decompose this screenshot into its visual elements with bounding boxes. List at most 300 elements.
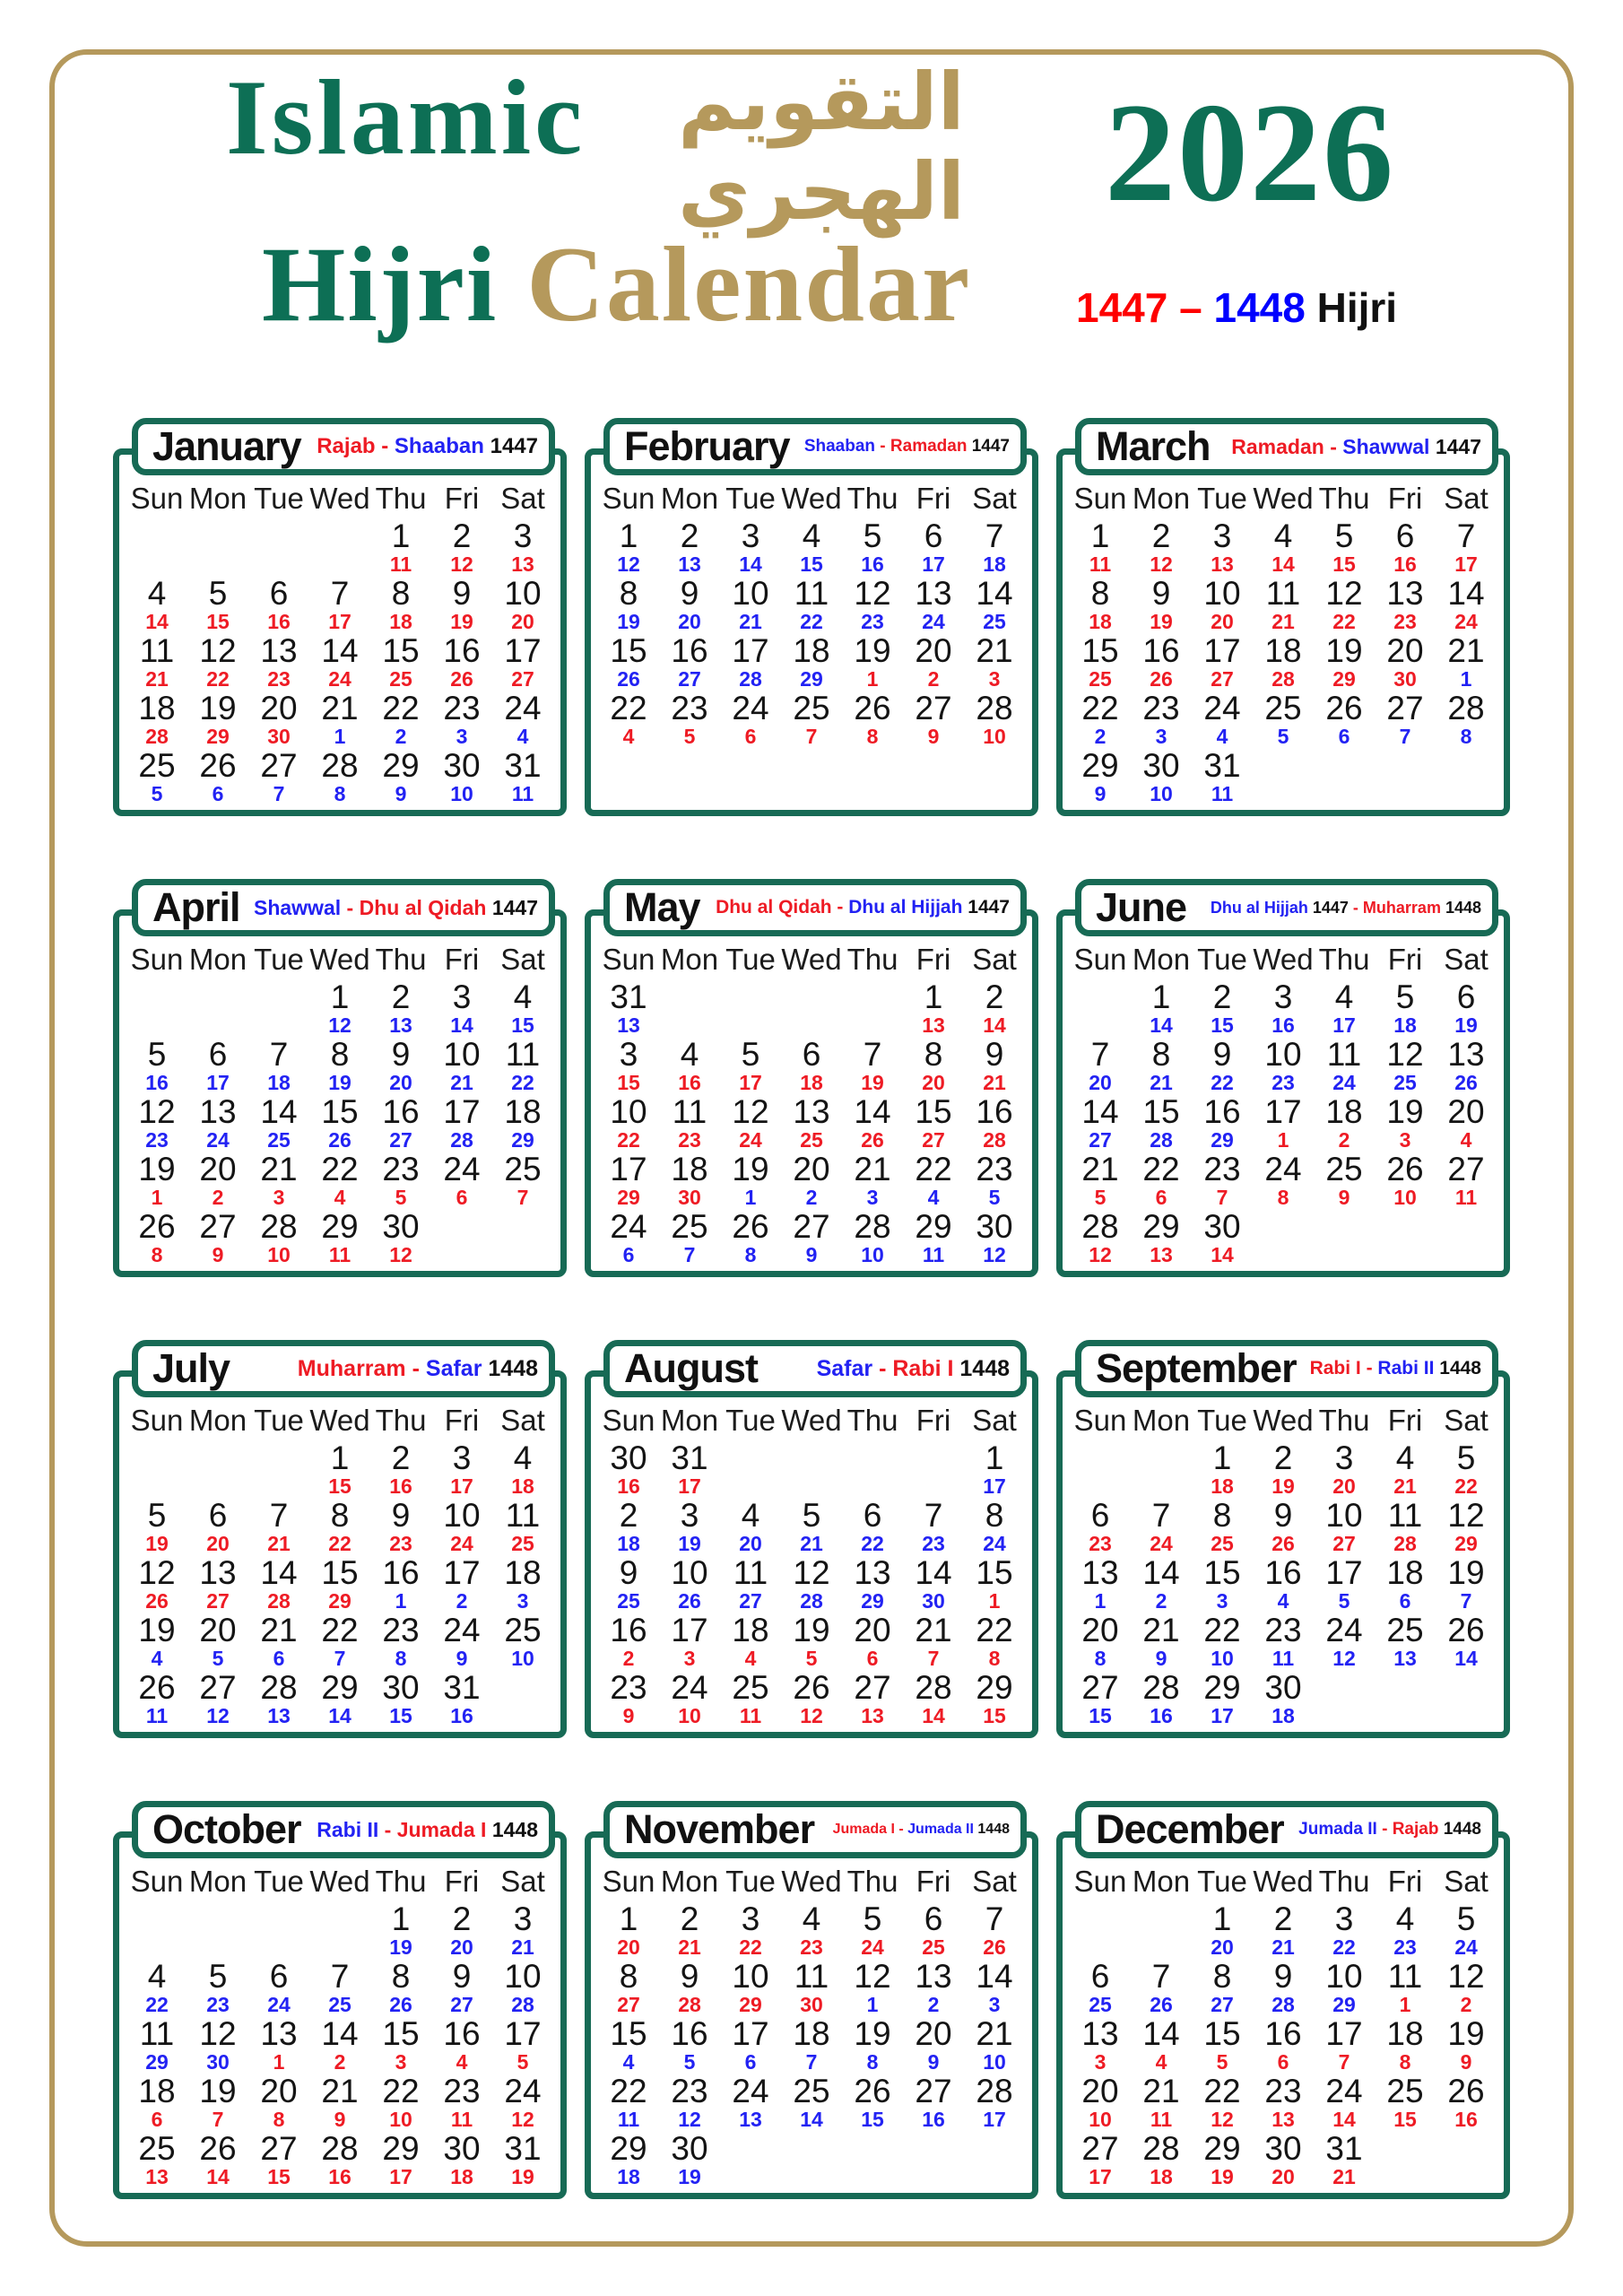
hijri-label-part: Rabi I [1309,1358,1361,1378]
gregorian-date: 31 [671,1439,708,1476]
hijri-date: 10 [511,1647,534,1670]
hijri-date: 28 [1150,1128,1173,1152]
weekday-header: Wed [1253,1865,1314,1898]
gregorian-date: 24 [610,1208,647,1245]
gregorian-date: 13 [260,632,298,669]
gregorian-date: 10 [504,1958,542,1995]
day-cell [1253,2132,1314,2189]
hijri-date: 6 [866,1647,879,1670]
day-cell [903,1499,964,1556]
hijri-date: 23 [800,1935,823,1959]
gregorian-date: 3 [680,1497,699,1534]
day-cell [781,2017,842,2074]
hijri-label-part: Rabi I [892,1355,954,1381]
day-cell [1253,2074,1314,2132]
gregorian-date: 22 [321,1151,359,1187]
day-cell [1314,1960,1375,2017]
day-cell [1131,2132,1192,2189]
hijri-date: 25 [328,1993,352,2016]
gregorian-date: 4 [1273,517,1293,554]
day-cell [720,2074,781,2132]
day-cell [1192,1499,1253,1556]
gregorian-date: 14 [1081,1093,1119,1130]
gregorian-date: 10 [1203,575,1241,612]
hijri-date: 16 [1393,552,1417,576]
hijri-date: 14 [739,552,762,576]
hijri-date: 14 [145,610,169,633]
gregorian-date: 16 [1264,1554,1302,1591]
hijri-date: 9 [927,725,940,748]
day-cell [903,691,964,749]
gregorian-date: 15 [915,1093,952,1130]
hijri-date: 10 [267,1243,291,1266]
hijri-date: 6 [151,2108,163,2131]
gregorian-date: 21 [1081,1151,1119,1187]
hijri-date: 18 [800,1071,823,1094]
hijri-date: 4 [456,2050,468,2074]
hijri-date: 7 [927,1647,940,1670]
day-cell [964,1556,1025,1613]
weekday-header: Tue [254,482,304,515]
month-september [1056,1345,1510,1738]
day-cell [492,1152,553,1210]
day-cell [1253,634,1314,691]
gregorian-date: 10 [732,575,769,612]
day-cell [309,1038,370,1095]
month-header-tab [132,1340,555,1397]
hijri-label-part: 1448 [482,1355,538,1381]
hijri-date: 15 [511,1013,534,1037]
gregorian-date: 23 [976,1151,1013,1187]
month-july [113,1345,567,1738]
hijri-date: 23 [1393,1935,1417,1959]
day-cell [1436,519,1497,577]
month-february [585,423,1038,816]
gregorian-date: 12 [138,1554,176,1591]
hijri-date: 17 [206,1071,230,1094]
day-cell [492,2132,553,2189]
gregorian-date: 15 [321,1554,359,1591]
weekday-header: Thu [375,943,427,976]
day-cell [370,1210,431,1267]
hijri-date: 5 [1094,1186,1107,1209]
day-cell [598,1038,659,1095]
hijri-date: 28 [511,1993,534,2016]
gregorian-date: 28 [1447,690,1485,726]
day-cell [309,1095,370,1152]
hijri-date: 12 [389,1243,412,1266]
hijri-label-part: 1448 [1434,1358,1481,1378]
gregorian-date: 17 [504,632,542,669]
day-cell [1070,1902,1131,1960]
day-cell [720,1038,781,1095]
hijri-label-part: - [405,1355,426,1381]
day-cell [187,691,248,749]
gregorian-date: 17 [1325,2015,1363,2052]
day-cell [248,1095,309,1152]
hijri-label-part: Ramadan [890,437,968,456]
gregorian-date: 7 [985,1900,1004,1937]
gregorian-date: 29 [382,747,420,784]
day-cell [1375,1210,1436,1267]
gregorian-date: 23 [382,1151,420,1187]
hijri-date: 27 [511,667,534,691]
day-cell [1070,2074,1131,2132]
hijri-date: 8 [151,1243,163,1266]
day-cell [1375,1499,1436,1556]
weekday-header: Wed [309,482,370,515]
weekday-header: Sun [1073,1404,1127,1437]
day-cell [1375,1960,1436,2017]
hijri-label-part: Rajab [317,434,376,458]
hijri-date: 13 [1211,552,1234,576]
gregorian-date: 7 [1151,1497,1171,1534]
gregorian-date: 26 [1386,1151,1424,1187]
day-cell [1436,1613,1497,1671]
day-cell [1070,1499,1131,1556]
day-cell [781,1095,842,1152]
day-cell [1436,2132,1497,2189]
gregorian-date: 7 [1456,517,1476,554]
gregorian-date: 16 [443,632,481,669]
gregorian-date: 8 [1090,575,1110,612]
gregorian-date: 9 [619,1554,638,1591]
hijri-date: 2 [1460,1993,1472,2016]
hijri-date: 30 [1393,667,1417,691]
hijri-date: 12 [800,1704,823,1727]
gregorian-date: 4 [147,1958,167,1995]
hijri-date: 20 [1211,610,1234,633]
gregorian-date: 24 [732,2073,769,2109]
day-cell [659,634,720,691]
day-cell [1314,1499,1375,1556]
hijri-date: 17 [922,552,945,576]
day-cell [187,2017,248,2074]
month-name: September [1096,1345,1297,1391]
hijri-month-label [1298,1358,1481,1379]
month-days-grid [591,1377,1032,1728]
day-cell [903,634,964,691]
gregorian-date: 6 [1456,978,1476,1015]
hijri-date: 3 [1216,1589,1228,1613]
day-cell [1314,1152,1375,1210]
hijri-label-part: Jumada I [832,1822,895,1837]
day-cell [1070,1095,1131,1152]
day-cell [781,1038,842,1095]
hijri-date: 24 [450,1532,473,1555]
hijri-date: 12 [617,552,640,576]
hijri-date: 6 [744,725,757,748]
gregorian-date: 8 [1151,1036,1171,1073]
gregorian-date: 10 [443,1497,481,1534]
month-name: July [152,1345,230,1391]
gregorian-date: 9 [1273,1497,1293,1534]
day-cell [842,1960,903,2017]
day-cell [1314,2017,1375,2074]
gregorian-date: 15 [1142,1093,1180,1130]
day-cell [598,1210,659,1267]
day-cell [1436,691,1497,749]
day-cell [187,749,248,806]
day-cell [1253,1960,1314,2017]
day-cell [370,1613,431,1671]
day-cell [1314,980,1375,1038]
hijri-date: 22 [206,667,230,691]
hijri-date: 7 [212,2108,224,2131]
gregorian-date: 13 [854,1554,891,1591]
day-cell [492,980,553,1038]
hijri-date: 21 [983,1071,1006,1094]
hijri-date: 7 [683,1243,696,1266]
hijri-date: 7 [1399,725,1411,748]
hijri-date: 23 [1271,1071,1295,1094]
day-cell [598,577,659,634]
weekday-header: Wed [309,1404,370,1437]
hijri-date: 10 [861,1243,884,1266]
day-cell [720,1671,781,1728]
hijri-date: 16 [145,1071,169,1094]
gregorian-date: 1 [619,517,638,554]
day-cell [720,980,781,1038]
hijri-date: 12 [678,2108,701,2131]
hijri-date: 19 [1211,2165,1234,2188]
hijri-date: 3 [988,1993,1001,2016]
gregorian-date: 13 [1447,1036,1485,1073]
hijri-date: 24 [1454,1935,1478,1959]
hijri-date: 6 [1338,725,1350,748]
day-cell [187,1902,248,1960]
month-days-grid [1063,916,1504,1267]
gregorian-date: 21 [976,2015,1013,2052]
weekday-header: Sun [602,1865,655,1898]
hijri-month-label [1286,1820,1481,1839]
hijri-date: 6 [273,1647,285,1670]
gregorian-date: 30 [1142,747,1180,784]
hijri-date: 19 [511,2165,534,2188]
day-cell [1192,1038,1253,1095]
day-cell [1375,691,1436,749]
day-cell [781,1671,842,1728]
hijri-date: 17 [983,2108,1006,2131]
gregorian-date: 27 [260,2130,298,2167]
gregorian-date: 21 [915,1612,952,1648]
hijri-date: 16 [450,1704,473,1727]
gregorian-date: 9 [1212,1036,1232,1073]
gregorian-date: 25 [793,2073,830,2109]
weekday-header: Mon [1132,482,1191,515]
day-cell [598,1499,659,1556]
weekday-header: Thu [846,482,898,515]
gregorian-date: 15 [321,1093,359,1130]
hijri-date: 5 [212,1647,224,1670]
weekday-header: Fri [1387,1865,1423,1898]
hijri-date: 24 [739,1128,762,1152]
gregorian-date: 23 [671,2073,708,2109]
hijri-date: 10 [983,2050,1006,2074]
day-cell [248,2017,309,2074]
day-cell [720,1902,781,1960]
day-cell [598,1556,659,1613]
month-days-grid [591,455,1032,806]
day-cell [903,749,964,806]
day-cell [126,749,187,806]
day-cell [431,1960,492,2017]
day-cell [1070,1210,1131,1267]
day-cell [370,519,431,577]
hijri-date: 4 [1155,2050,1167,2074]
day-cell [659,2132,720,2189]
day-cell [126,980,187,1038]
gregorian-date: 21 [854,1151,891,1187]
hijri-date: 3 [516,1589,529,1613]
gregorian-date: 4 [741,1497,760,1534]
hijri-label-part: Safar [816,1355,873,1381]
gregorian-date: 8 [619,1958,638,1995]
weekday-header: Thu [1318,943,1370,976]
month-november [585,1806,1038,2199]
gregorian-date: 16 [1142,632,1180,669]
day-cell [248,577,309,634]
gregorian-date: 25 [1325,1151,1363,1187]
gregorian-date: 11 [139,632,175,669]
gregorian-date: 31 [1325,2130,1363,2167]
day-cell [309,2132,370,2189]
hijri-date: 4 [622,725,635,748]
gregorian-date: 9 [985,1036,1004,1073]
gregorian-date: 15 [1081,632,1119,669]
hijri-date: 11 [1150,2108,1173,2131]
hijri-date: 11 [145,1704,169,1727]
day-cell [1314,1902,1375,1960]
hijri-date: 18 [389,610,412,633]
day-cell [842,634,903,691]
day-cell [492,519,553,577]
day-cell [964,1095,1025,1152]
day-cell [1375,577,1436,634]
weekday-header: Tue [1197,943,1247,976]
gregorian-date: 23 [1264,1612,1302,1648]
hijri-date: 6 [456,1186,468,1209]
day-cell [126,2074,187,2132]
day-cell [187,1556,248,1613]
hijri-date: 2 [334,2050,346,2074]
day-cell [903,2132,964,2189]
gregorian-date: 23 [443,690,481,726]
hijri-date: 9 [805,1243,818,1266]
month-april [113,884,567,1277]
day-cell [187,1499,248,1556]
gregorian-date: 21 [321,690,359,726]
weekday-header: Mon [188,943,247,976]
day-cell [598,691,659,749]
day-cell [492,2017,553,2074]
day-cell [1131,1613,1192,1671]
day-cell [309,1441,370,1499]
day-cell [492,1671,553,1728]
hijri-date: 24 [206,1128,230,1152]
hijri-date: 27 [389,1128,412,1152]
gregorian-date: 14 [1142,2015,1180,2052]
day-cell [1192,2017,1253,2074]
weekday-header: Fri [444,1404,480,1437]
weekday-header: Wed [309,943,370,976]
day-cell [842,1095,903,1152]
day-cell [126,1210,187,1267]
day-cell [1131,634,1192,691]
hijri-date: 26 [145,1589,169,1613]
day-cell [1375,519,1436,577]
gregorian-date: 11 [1326,1036,1362,1073]
hijri-date: 21 [1150,1071,1173,1094]
gregorian-date: 28 [915,1669,952,1706]
hijri-date: 17 [678,1474,701,1498]
day-cell [659,2074,720,2132]
day-cell [126,1441,187,1499]
day-cell [1375,1902,1436,1960]
day-cell [309,691,370,749]
hijri-label-part: Jumada I [396,1817,487,1841]
hijri-date: 23 [206,1993,230,2016]
day-cell [720,2132,781,2189]
gregorian-date: 19 [793,1612,830,1648]
hijri-label-part: Jumada II [1298,1820,1377,1839]
day-cell [126,1095,187,1152]
hijri-date: 20 [739,1532,762,1555]
weekday-header: Sun [602,943,655,976]
hijri-label-part: 1447 [1307,898,1349,917]
gregorian-date: 13 [1081,2015,1119,2052]
day-cell [431,1152,492,1210]
hijri-date: 7 [805,2050,818,2074]
day-cell [126,1960,187,2017]
gregorian-date: 30 [1203,1208,1241,1245]
day-cell [248,1210,309,1267]
hijri-date: 30 [206,2050,230,2074]
hijri-date: 27 [739,1589,762,1613]
gregorian-date: 16 [610,1612,647,1648]
day-cell [1314,1038,1375,1095]
gregorian-date: 12 [732,1093,769,1130]
weekday-header: Sat [500,1865,545,1898]
day-cell [964,1613,1025,1671]
day-cell [431,1613,492,1671]
gregorian-date: 30 [382,1669,420,1706]
day-cell [1192,1210,1253,1267]
gregorian-date: 4 [802,1900,821,1937]
gregorian-date: 27 [793,1208,830,1245]
day-cell [1314,1210,1375,1267]
gregorian-date: 8 [391,1958,411,1995]
day-cell [1131,1095,1192,1152]
gregorian-date: 28 [260,1669,298,1706]
hijri-date: 3 [1094,2050,1107,2074]
day-cell [964,1960,1025,2017]
gregorian-date: 3 [741,1900,760,1937]
day-cell [370,749,431,806]
hijri-date: 17 [1211,1704,1234,1727]
gregorian-date: 19 [138,1151,176,1187]
gregorian-date: 14 [260,1554,298,1591]
hijri-date: 20 [1271,2165,1295,2188]
day-cell [1070,980,1131,1038]
hijri-date: 29 [206,725,230,748]
hijri-date: 26 [1150,1993,1173,2016]
header [0,0,1623,395]
gregorian-date: 3 [619,1036,638,1073]
gregorian-date: 13 [260,2015,298,2052]
day-cell [659,1902,720,1960]
gregorian-date: 14 [1142,1554,1180,1591]
